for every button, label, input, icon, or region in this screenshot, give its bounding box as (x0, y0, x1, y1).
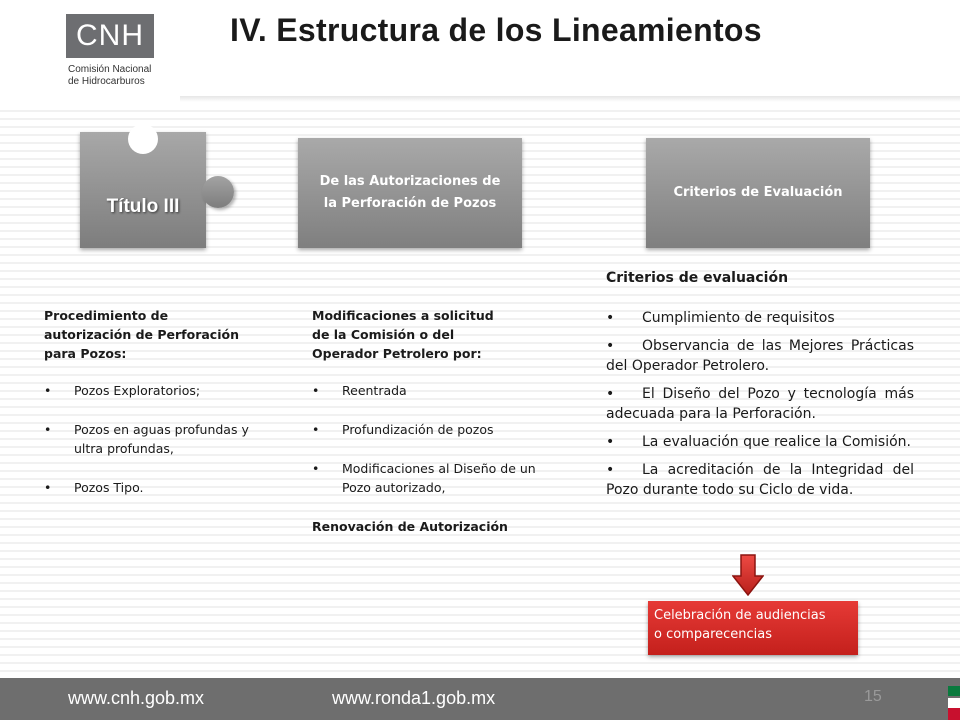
list-item: • Pozos Tipo. (44, 478, 264, 497)
modificaciones-column (312, 306, 538, 536)
criterio-item (606, 308, 914, 328)
criterio-item (606, 460, 914, 500)
cnh-website-link[interactable]: www.cnh.gob.mx (68, 688, 205, 708)
puzzle-piece (80, 132, 236, 248)
logo-subtitle (68, 64, 178, 88)
heading-line: de la Comisión o del (312, 327, 455, 342)
cnh-logo (66, 14, 154, 58)
bullet-icon: • (606, 386, 615, 402)
criterios-column (606, 268, 914, 508)
header (0, 0, 960, 100)
criterio-item (606, 384, 914, 424)
autorizaciones-line2: la Perforación de Pozos (323, 196, 497, 211)
criterio-text: El Diseño del Pozo y tecnología más adecuada para la Perforación. (606, 386, 914, 422)
criterio-text: La acreditación de la Integridad del Pozo durante todo su Ciclo de vida. (606, 462, 914, 498)
flag-stripe-green (948, 686, 960, 696)
criterio-text: Cumplimiento de requisitos (642, 310, 835, 326)
criterio-item (606, 432, 914, 452)
bullet-icon: • (606, 434, 615, 450)
logo-name-line1: Comisión Nacional (68, 64, 152, 75)
flag-stripe-red (948, 708, 960, 720)
ronda1-website-link[interactable]: www.ronda1.gob.mx (332, 688, 496, 708)
heading-line: Procedimiento de (44, 308, 169, 323)
procedimiento-column (44, 306, 264, 517)
criterio-text: La evaluación que realice la Comisión. (642, 434, 911, 450)
header-divider (180, 96, 960, 102)
bullet-icon: • (606, 310, 615, 326)
criterio-item (606, 336, 914, 376)
puzzle-notch (128, 124, 158, 154)
list-item: • Modificaciones al Diseño de un Pozo autorizado, (312, 459, 538, 497)
autorizaciones-line1: De las Autorizaciones de (319, 174, 501, 189)
puzzle-label: Título III (106, 196, 180, 217)
modificaciones-list (312, 381, 538, 497)
footer-bar (0, 678, 960, 720)
bullet-icon: • (606, 462, 615, 478)
renovacion-label: Renovación de Autorización (312, 519, 508, 534)
criterios-label: Criterios de Evaluación (673, 185, 843, 200)
audiencias-callout (648, 601, 858, 655)
page-number: 15 (864, 688, 882, 705)
list-item: • Pozos Exploratorios; (44, 381, 264, 400)
down-arrow-icon (732, 554, 764, 596)
logo-name-line2: de Hidrocarburos (68, 76, 145, 87)
list-item: • Reentrada (312, 381, 538, 400)
bullet-icon: • (606, 338, 615, 354)
list-item: • Profundización de pozos (312, 420, 538, 439)
logo-acronym: CNH (76, 19, 144, 52)
criterios-box (646, 138, 870, 248)
heading-line: autorización de Perforación (44, 327, 239, 342)
procedimiento-heading (44, 306, 264, 363)
puzzle-tab (202, 176, 234, 208)
autorizaciones-box (298, 138, 522, 248)
callout-line2: o comparecencias (654, 627, 773, 642)
criterio-text: Observancia de las Mejores Prácticas del Operador Petrolero. (606, 338, 914, 374)
heading-line: para Pozos: (44, 346, 127, 361)
callout-line1: Celebración de audiencias (654, 608, 826, 623)
criterios-heading: Criterios de evaluación (606, 270, 789, 286)
slide-title: IV. Estructura de los Lineamientos (230, 12, 762, 48)
list-item: • Pozos en aguas profundas y ultra profundas, (44, 420, 264, 458)
modificaciones-heading (312, 306, 538, 363)
flag-stripe-white (948, 698, 960, 708)
heading-line: Modificaciones a solicitud (312, 308, 494, 323)
procedimiento-list (44, 381, 264, 497)
heading-line: Operador Petrolero por: (312, 346, 482, 361)
